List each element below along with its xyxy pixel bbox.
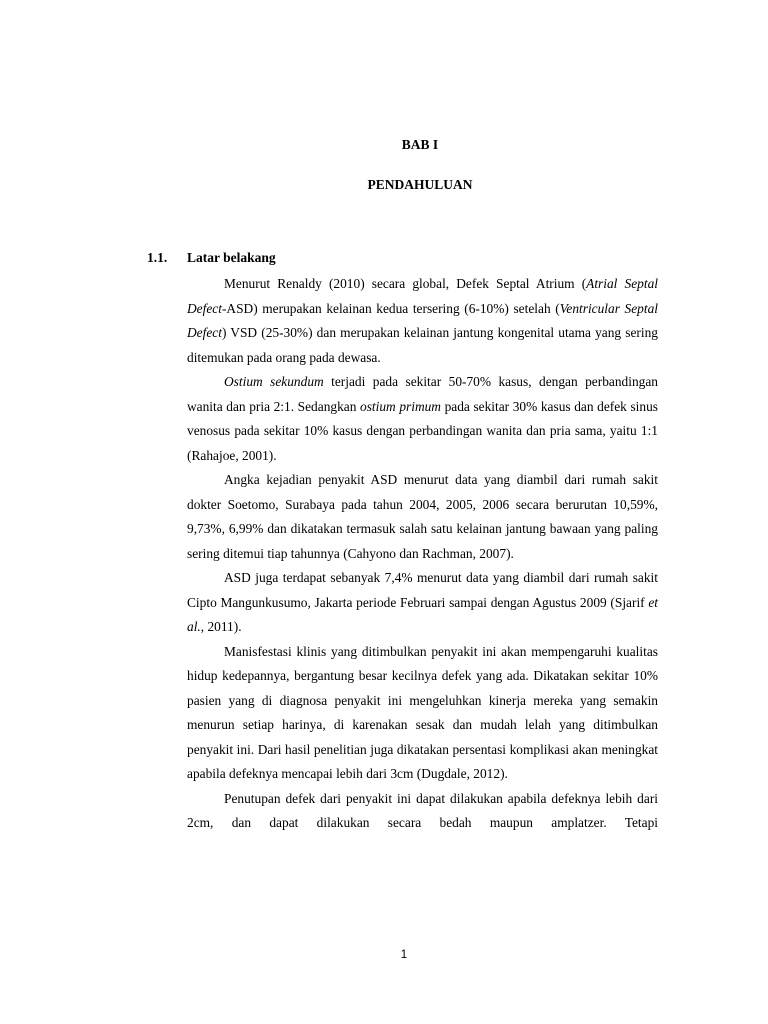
text-run: Menurut Renaldy (2010) secara global, Defek Septal Atrium (	[224, 276, 587, 291]
italic-term: et al.	[187, 594, 658, 634]
chapter-title: PENDAHULUAN	[367, 177, 473, 192]
page-number: 1	[400, 949, 408, 961]
italic-term: Ventricular Septal Defect	[187, 300, 658, 340]
text-run: terjadi pada sekitar 50-70% kasus, dengan perbandingan wanita dan pria 2:1. Sedangkan	[187, 374, 658, 414]
section-heading	[147, 250, 276, 266]
paragraph-3: Angka kejadian penyakit ASD menurut data yang diambil dari rumah sakit dokter Soetomo, Surabaya pada tahun 2004, 2005, 2006 secara berurutan 10,59%, 9,73%, 6,99% dan dikatakan termasuk salah satu kelainan jantung bawaan yang paling sering ditemui tiap tahunnya (Cahyono dan Rachman, 2007).	[187, 472, 658, 561]
paragraph-2	[187, 370, 658, 468]
paragraph-1	[187, 272, 658, 370]
paragraph-5: Manisfestasi klinis yang ditimbulkan penyakit ini akan mempengaruhi kualitas hidup kedepannya, bergantung besar kecilnya defek yang ada. Dikatakan sekitar 10% pasien yang di diagnosa penyakit ini mengeluhkan kinerja mereka yang semakin menurun setiap harinya, di karenakan sesak dan mudah lelah yang ditimbulkan penyakit ini. Dari hasil penelitian juga dikatakan persentasi komplikasi akan meningkat apabila defeknya mencapai lebih dari 3cm (Dugdale, 2012).	[187, 643, 658, 781]
section-number: 1.1.	[147, 250, 168, 265]
section-title: Latar belakang	[187, 250, 276, 265]
text-run: -ASD) merupakan kelainan kedua tersering (6-10%) setelah (	[221, 300, 560, 316]
text-run: , 2011).	[200, 619, 242, 634]
italic-term: Ostium sekundum	[224, 374, 324, 389]
text-run: ) VSD (25-30%) dan merupakan kelainan jantung kongenital utama yang sering ditemukan pada orang pada dewasa.	[187, 325, 658, 365]
body-text	[187, 272, 658, 836]
chapter-number: BAB I	[401, 137, 439, 152]
paragraph-4	[187, 566, 658, 640]
italic-term: Atrial Septal Defect	[187, 276, 658, 316]
italic-term: ostium primum	[360, 398, 441, 414]
paragraph-6: Penutupan defek dari penyakit ini dapat dilakukan apabila defeknya lebih dari 2cm, dan dapat dilakukan secara bedah maupun amplatzer. Tetapi	[187, 790, 658, 830]
text-run: ASD juga terdapat sebanyak 7,4% menurut data yang diambil dari rumah sakit Cipto Mangunkusumo, Jakarta periode Februari sampai dengan Agustus 2009 (Sjarif	[187, 570, 658, 610]
text-run: pada sekitar 30% kasus dan defek sinus venosus pada sekitar 10% kasus dengan perbandingan wanita dan pria sama, yaitu 1:1 (Rahajoe, 2001).	[187, 398, 658, 463]
